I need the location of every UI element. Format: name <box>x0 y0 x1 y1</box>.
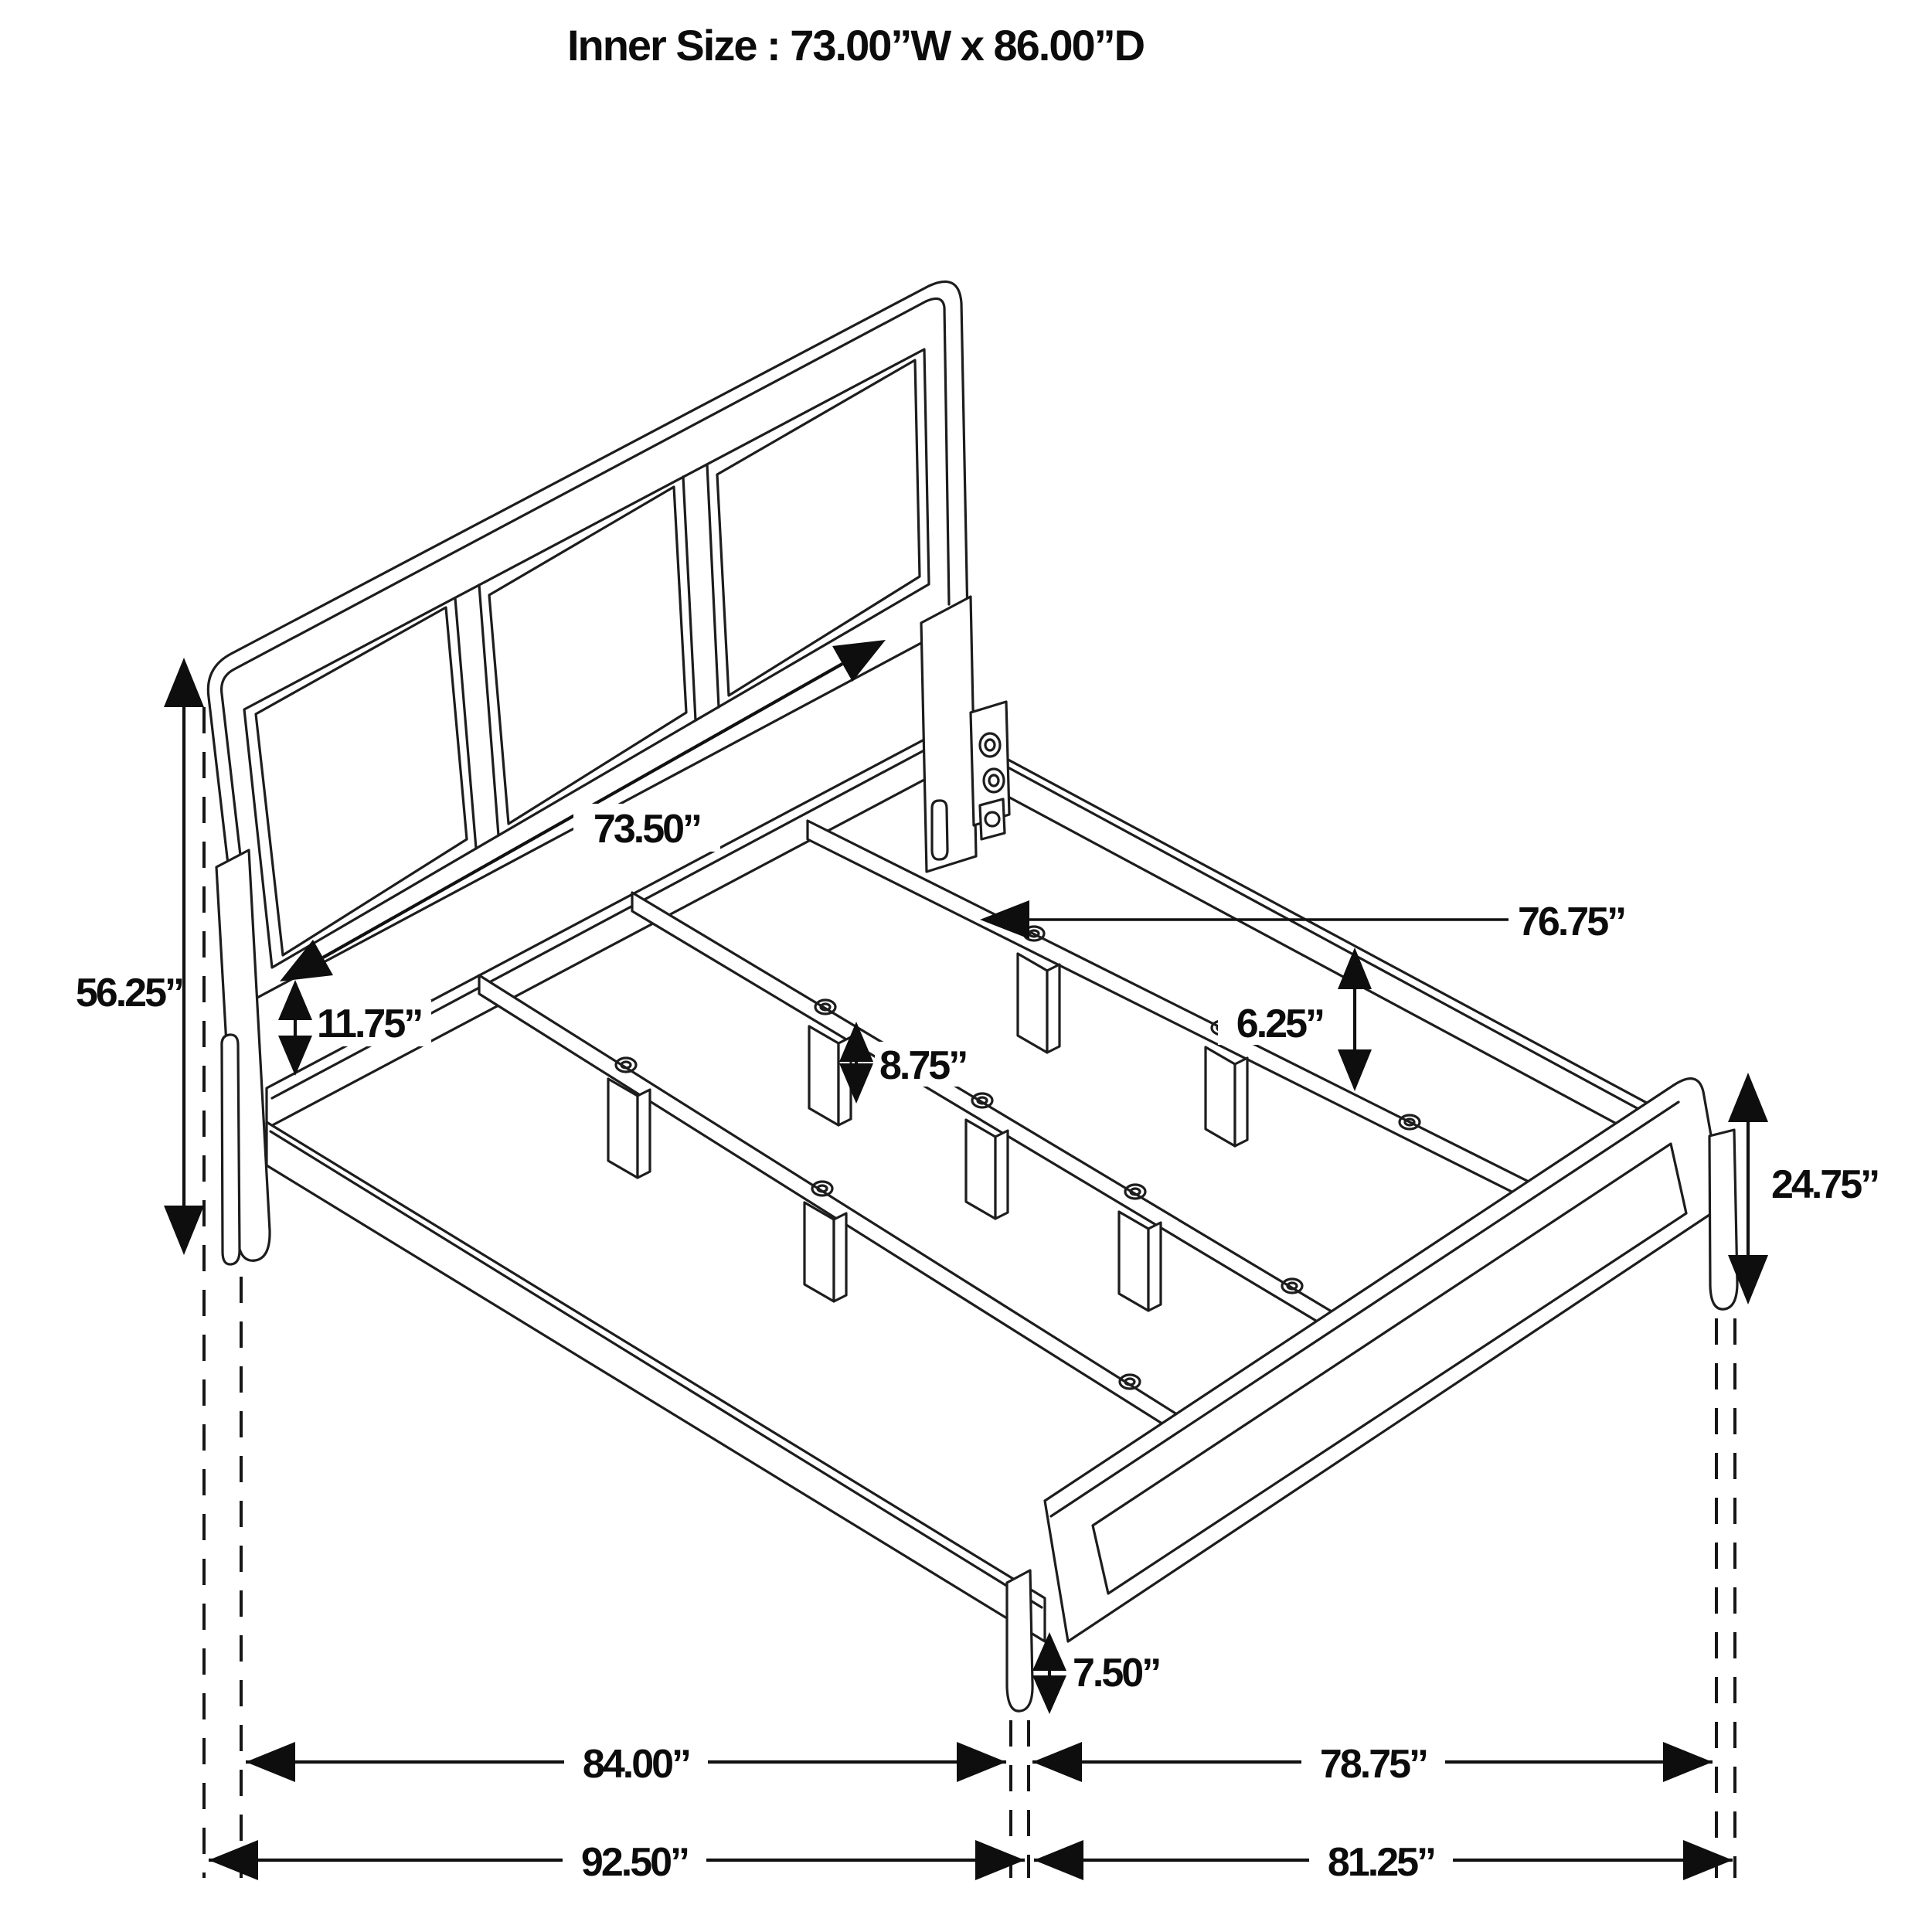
dim-label-footboard-overall-width: 81.25” <box>1327 1840 1435 1885</box>
dim-label-footboard-leg-clearance: 7.50” <box>1073 1651 1160 1696</box>
dim-frame-inner-length <box>246 1736 1006 1787</box>
dim-label-frame-overall-length: 92.50” <box>580 1840 689 1885</box>
dim-label-footboard-inner-width: 78.75” <box>1319 1742 1427 1787</box>
foot-right-leg <box>1709 1130 1737 1309</box>
dim-label-footboard-height: 24.75” <box>1771 1162 1879 1207</box>
headboard <box>208 281 968 1005</box>
headboard-right-leg <box>921 597 1009 872</box>
left-side-rail <box>267 1122 1045 1641</box>
footboard <box>1045 1079 1723 1641</box>
slat-rail-left-screws <box>616 1058 1140 1389</box>
dim-frame-overall-length <box>209 1834 1025 1885</box>
dim-footboard-overall-width <box>1034 1834 1733 1885</box>
dim-label-headboard-height: 56.25” <box>75 971 182 1015</box>
diagram-title: Inner Size : 73.00”W x 86.00”D <box>566 21 1145 70</box>
dim-label-headboard-clearance: 11.75” <box>317 1002 422 1046</box>
bed-frame-drawing <box>208 281 1737 1711</box>
dim-headboard-height <box>76 658 204 1255</box>
dim-label-rail-to-slat-gap: 6.25” <box>1236 1002 1323 1046</box>
dim-label-frame-inner-length: 84.00” <box>582 1742 690 1787</box>
dim-footboard-height <box>1728 1073 1878 1304</box>
dim-footboard-leg-clearance <box>1032 1632 1181 1714</box>
dim-label-slat-rail-length: 76.75” <box>1518 900 1625 944</box>
dim-label-slat-leg-height: 8.75” <box>879 1043 967 1088</box>
foot-left-leg <box>1007 1570 1032 1711</box>
dim-label-headboard-width: 73.50” <box>593 807 701 852</box>
dim-footboard-inner-width <box>1032 1736 1713 1787</box>
